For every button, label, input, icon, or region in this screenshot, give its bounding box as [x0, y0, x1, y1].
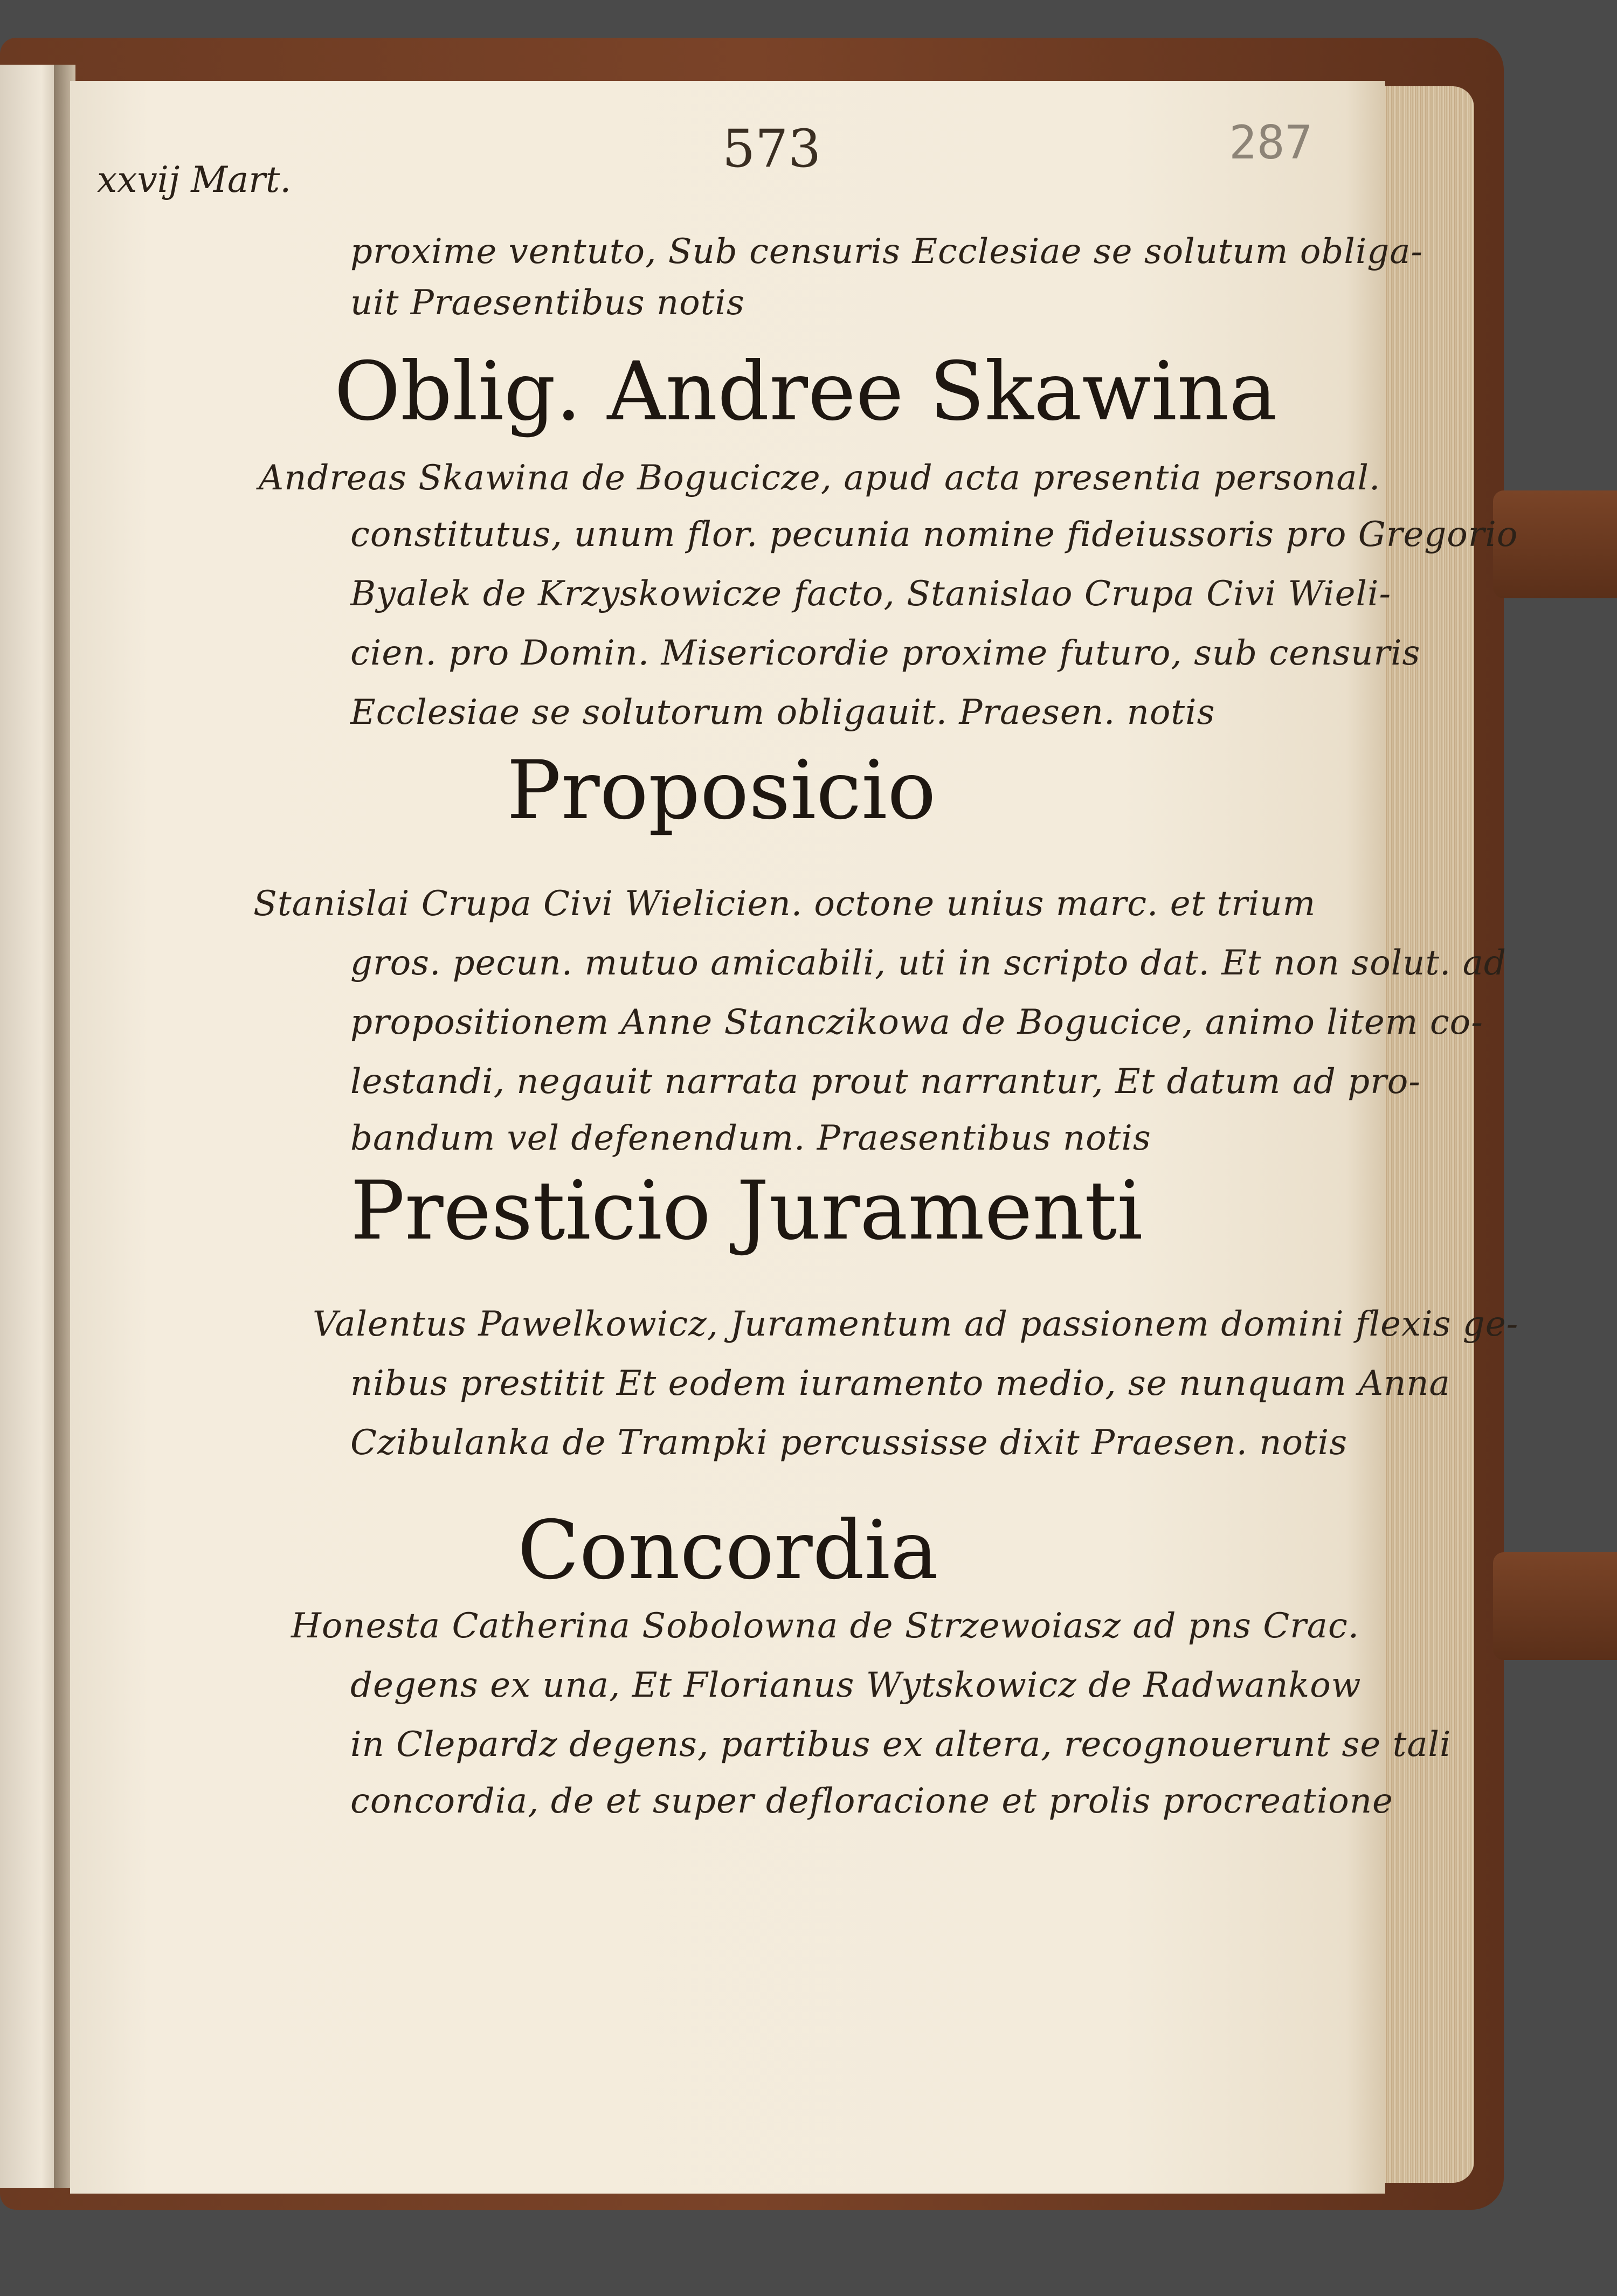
archive-stamp: 287 [1229, 116, 1313, 170]
margin-date: xxvij Mart. [97, 159, 292, 200]
text-line: concordia, de et super defloracione et prolis procreatione [350, 1781, 1393, 1821]
text-line: constitutus, unum flor. pecunia nomine fideiussoris pro Gregorio [350, 515, 1518, 555]
text-line: Ecclesiae se solutorum obligauit. Praesen. notis [350, 693, 1215, 732]
text-line: degens ex una, Et Florianus Wytskowicz de Radwankow [350, 1665, 1362, 1705]
text-line: Honesta Catherina Sobolowna de Strzewoiasz ad pns Crac. [291, 1606, 1360, 1646]
text-line: nibus prestitit Et eodem iuramento medio, se nunquam Anna [350, 1364, 1450, 1403]
text-line: uit Praesentibus notis [350, 283, 745, 323]
text-line: lestandi, negauit narrata prout narrantur, Et datum ad pro- [350, 1062, 1421, 1102]
folio-number: 573 [722, 119, 821, 179]
text-line: cien. pro Domin. Misericordie proxime futuro, sub censuris [350, 633, 1421, 673]
left-page-edge [0, 65, 59, 2188]
leather-strap-bottom [1493, 1552, 1617, 1660]
entry-heading: Presticio Juramenti [350, 1164, 1143, 1258]
text-line: bandum vel defenendum. Praesentibus notis [350, 1118, 1151, 1158]
text-line: proxime ventuto, Sub censuris Ecclesiae se solutum obliga- [350, 232, 1423, 272]
page-block-edge [1377, 86, 1474, 2183]
entry-heading: Concordia [517, 1504, 939, 1597]
entry-heading: Oblig. Andree Skawina [334, 345, 1277, 439]
text-line: gros. pecun. mutuo amicabili, uti in scripto dat. Et non solut. ad [350, 943, 1507, 983]
text-line: Byalek de Krzyskowicze facto, Stanislao Crupa Civi Wieli- [350, 574, 1392, 614]
text-line: Czibulanka de Trampki percussisse dixit Praesen. notis [350, 1423, 1348, 1463]
text-line: Stanislai Crupa Civi Wielicien. octone unius marc. et trium [253, 884, 1316, 924]
entry-heading: Proposicio [507, 744, 936, 838]
text-line: Valentus Pawelkowicz, Juramentum ad passionem domini flexis ge- [313, 1304, 1519, 1344]
text-line: Andreas Skawina de Bogucicze, apud acta presentia personal. [259, 458, 1381, 498]
text-line: in Clepardz degens, partibus ex altera, recognouerunt se tali [350, 1725, 1452, 1765]
text-line: propositionem Anne Stanczikowa de Bogucice, animo litem co- [350, 1002, 1483, 1042]
